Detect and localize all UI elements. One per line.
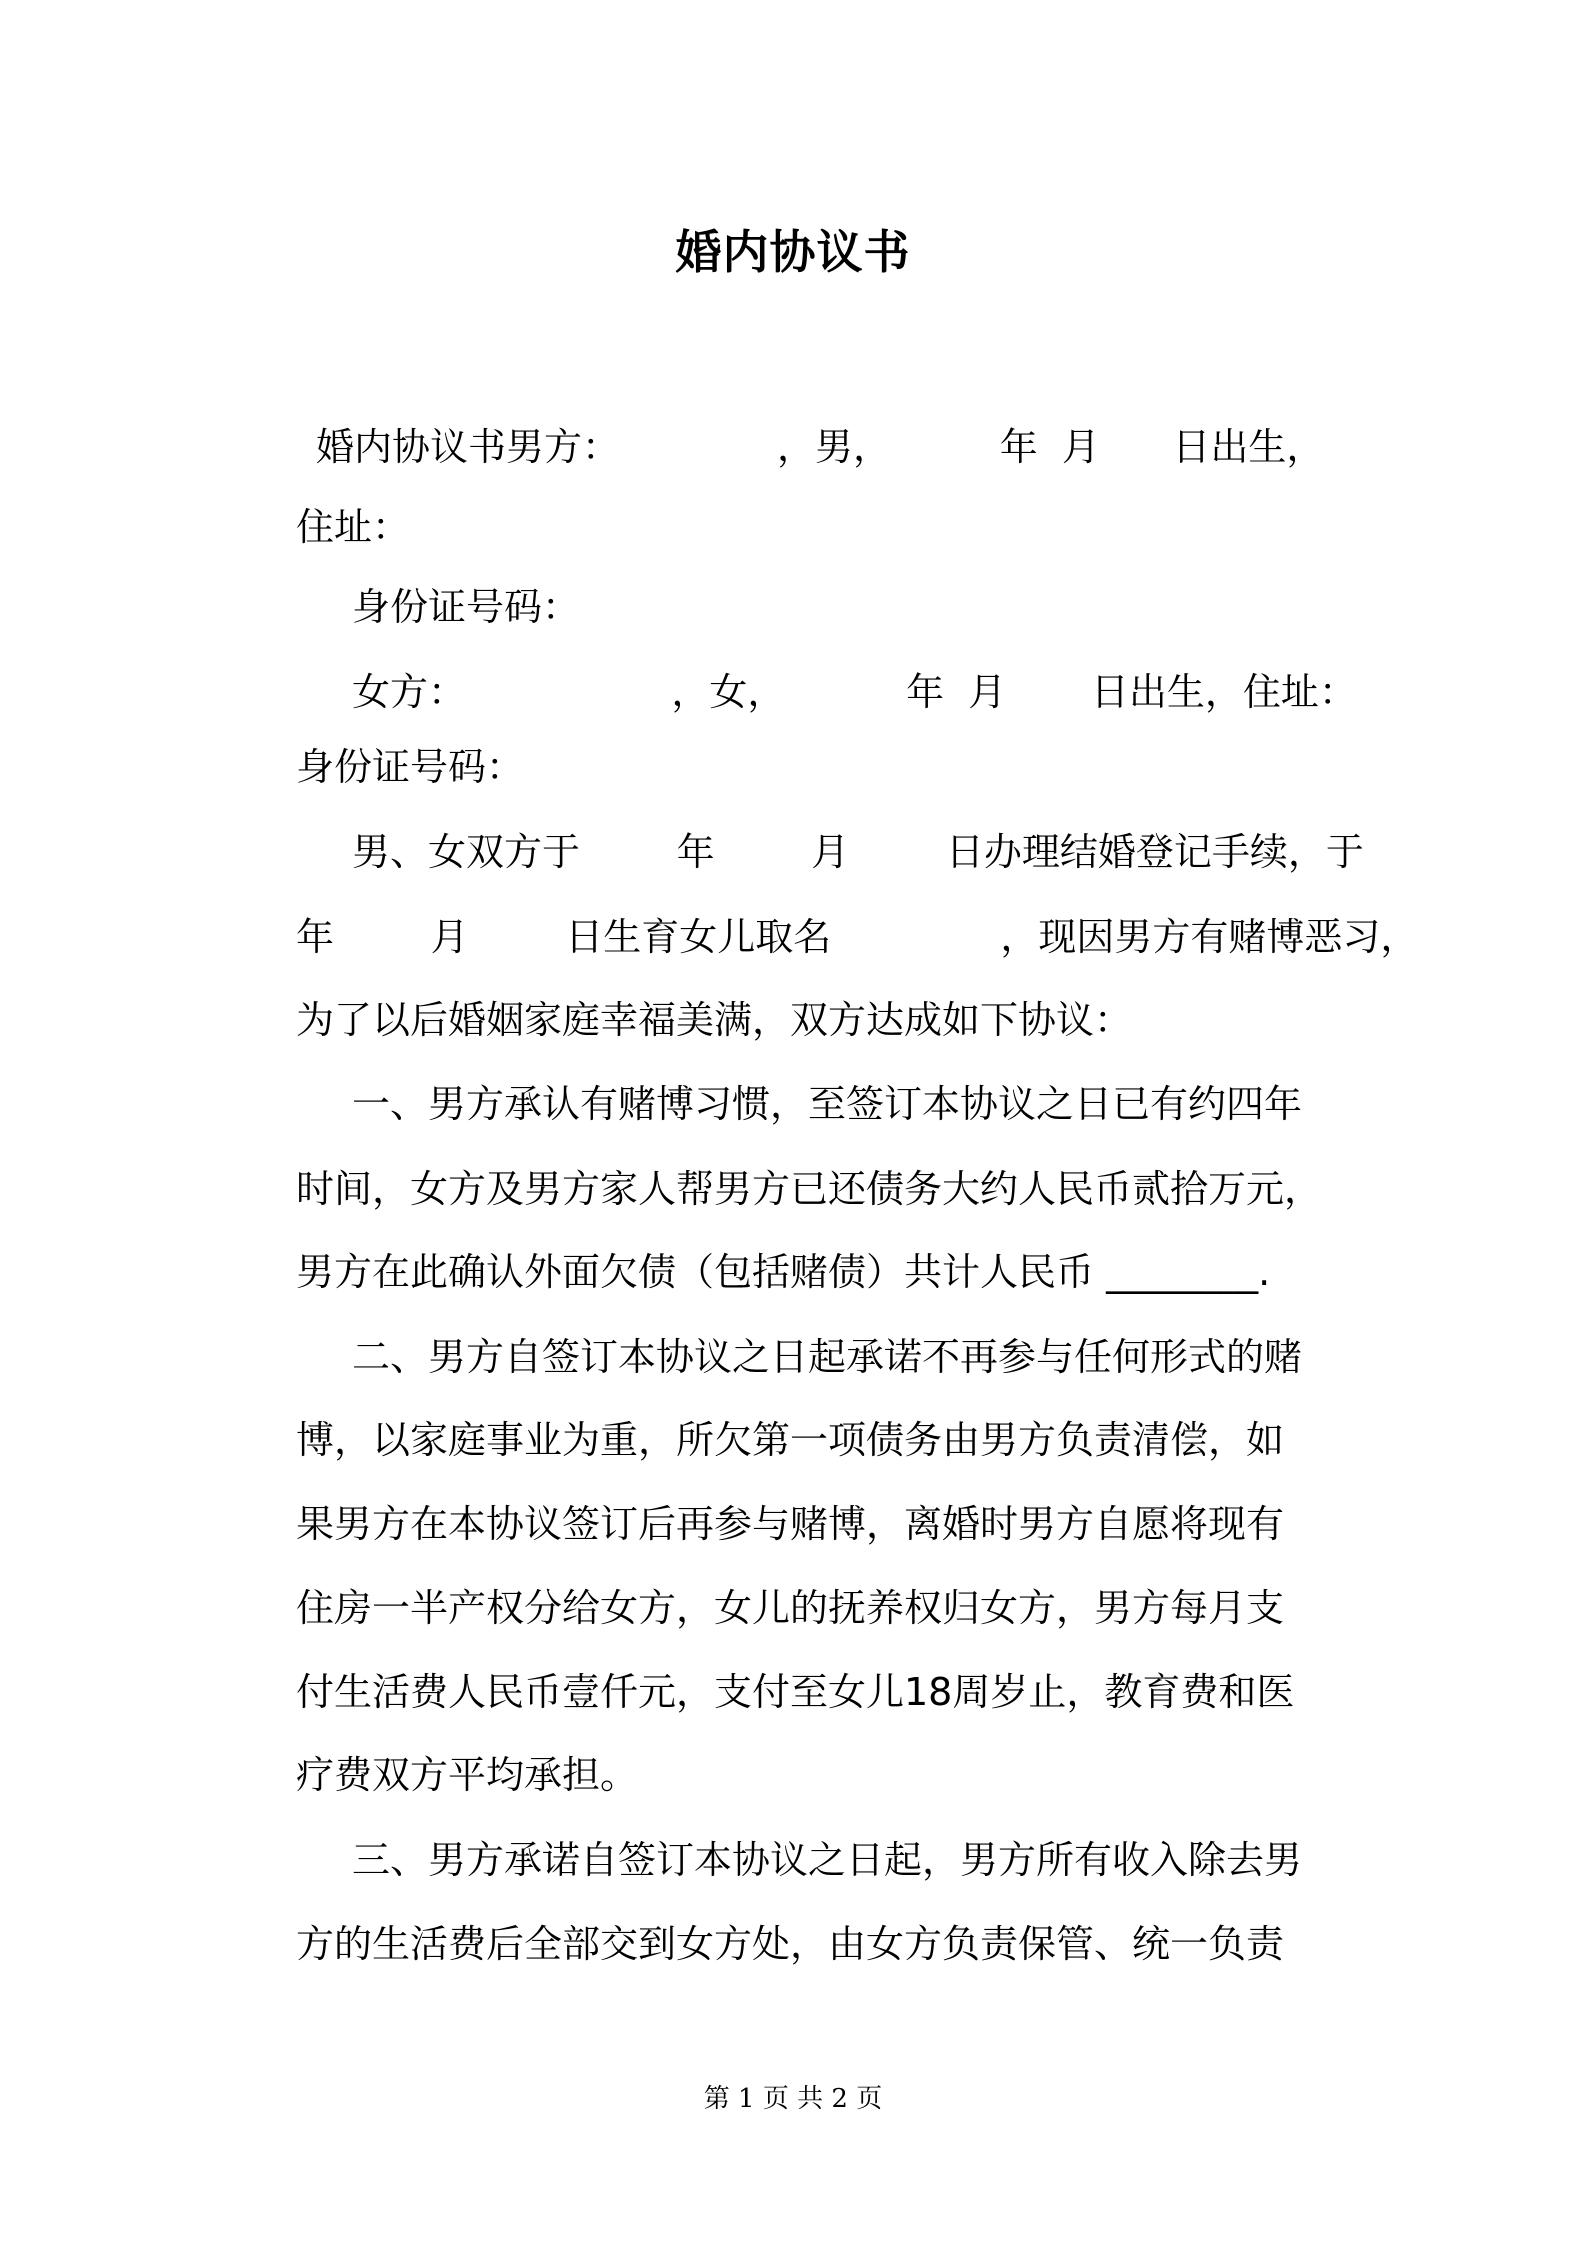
clause-1-line-3: 男方在此确认外面欠债（包括赌债）共计人民币 ________.: [296, 1250, 1271, 1294]
line-female-id: 身份证号码：: [296, 745, 525, 789]
clause-2-line-1: 二、男方自签订本协议之日起承诺不再参与任何形式的赌: [352, 1335, 1303, 1379]
clause-2-line-4: 住房一半产权分给女方，女儿的抚养权归女方，男方每月支: [296, 1586, 1285, 1630]
clause-2-line-6: 疗费双方平均承担。: [296, 1753, 639, 1797]
page-indicator: 第 1 页 共 2 页: [703, 2084, 883, 2114]
clause-2-line-2: 博，以家庭事业为重，所欠第一项债务由男方负责清偿，如: [296, 1418, 1285, 1462]
line-male-party: 婚内协议书男方： ，男， 年 月 日出生，: [316, 425, 1325, 469]
clause-3-line-2: 方的生活费后全部交到女方处，由女方负责保管、统一负责: [296, 1922, 1285, 1966]
line-marriage-registration: 男、女双方于 年 月 日办理结婚登记手续，于: [352, 830, 1364, 874]
clause-1-line-2: 时间，女方及男方家人帮男方已还债务大约人民币贰拾万元，: [296, 1167, 1323, 1211]
clause-2-line-5: 付生活费人民币壹仟元，支付至女儿18周岁止，教育费和医: [296, 1670, 1295, 1714]
line-daughter-birth: 年 月 日生育女儿取名 ，现因男方有赌博恶习，: [296, 915, 1419, 959]
clause-3-line-1: 三、男方承诺自签订本协议之日起，男方所有收入除去男: [352, 1838, 1303, 1882]
line-female-party: 女方： ，女， 年 月 日出生，住址：: [352, 670, 1357, 714]
line-male-address: 住址：: [296, 505, 411, 549]
document-title: 婚内协议书: [675, 225, 911, 279]
clause-2-line-3: 果男方在本协议签订后再参与赌博，离婚时男方自愿将现有: [296, 1502, 1285, 1546]
clause-1-line-1: 一、男方承认有赌博习惯，至签订本协议之日已有约四年: [352, 1082, 1303, 1126]
line-male-id: 身份证号码：: [352, 585, 581, 629]
line-agreement-intro: 为了以后婚姻家庭幸福美满，双方达成如下协议：: [296, 998, 1133, 1042]
